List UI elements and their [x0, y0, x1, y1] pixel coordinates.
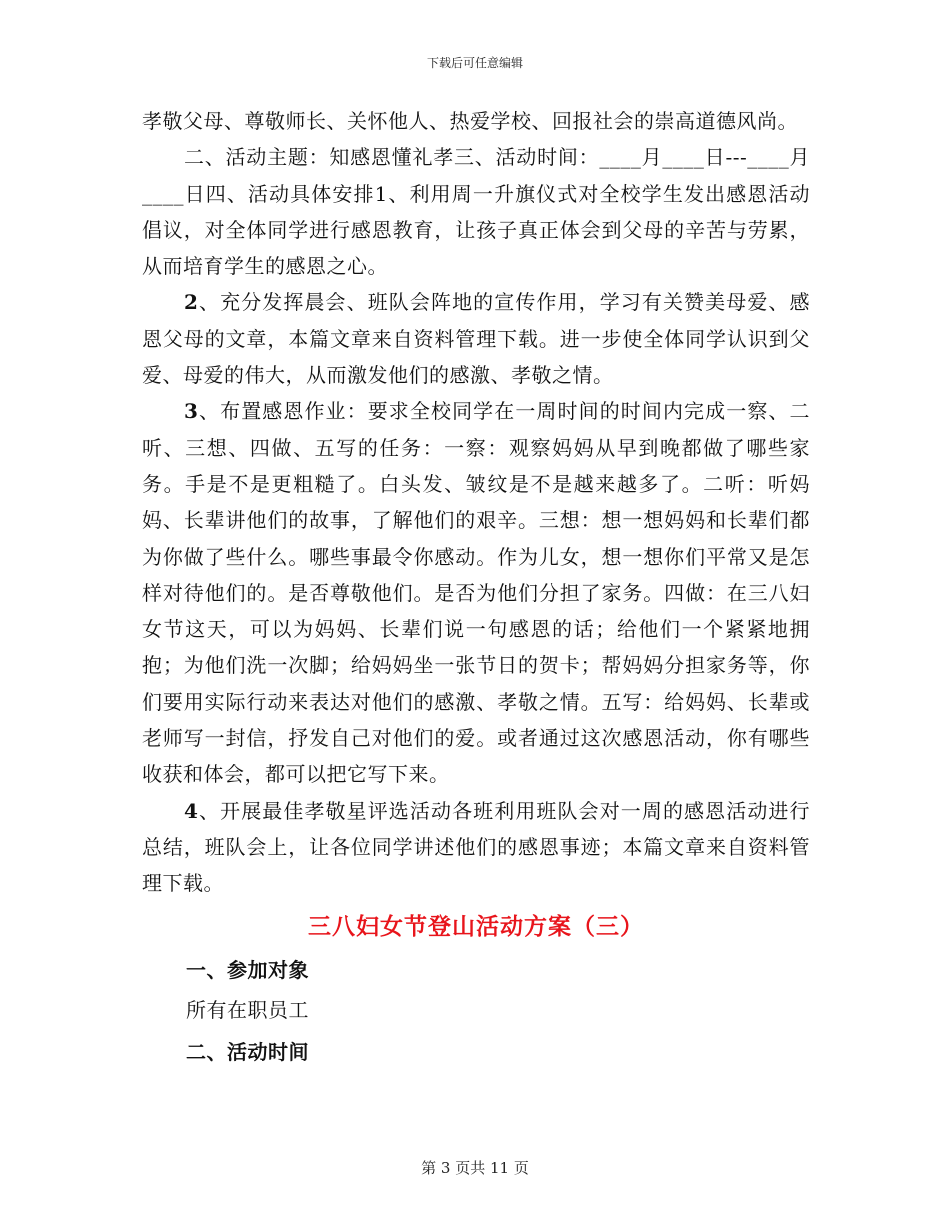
section-title: 三八妇女节登山活动方案（三）	[308, 912, 644, 940]
item-number: 2	[184, 290, 199, 315]
paragraph-item-3	[142, 393, 810, 792]
paragraph-item-4	[142, 793, 810, 902]
item-number: 4	[184, 798, 199, 823]
participants-text: 所有在职员工	[186, 997, 309, 1022]
item-number: 3	[184, 399, 199, 424]
paragraph-continuation	[142, 103, 810, 139]
paragraph-text: 、充分发挥晨会、班队会阵地的宣传作用，学习有关赞美母爱、感恩父母的文章，本篇文章来自资料管理下载。进一步使全体同学认识到父爱、母爱的伟大，从而激发他们的感激、孝敬之情。	[142, 290, 810, 388]
paragraph-text: 、开展最佳孝敬星评选活动各班利用班队会对一周的感恩活动进行总结，班队会上，让各位同学讲述他们的感恩事迹；本篇文章来自资料管理下载。	[142, 798, 810, 896]
page-footer: 第 3 页共 11 页	[421, 1159, 529, 1177]
sub-heading-activity-time: 二、活动时间	[186, 1039, 309, 1064]
page-header: 下载后可任意编辑	[426, 56, 523, 70]
sub-heading-participants: 一、参加对象	[186, 957, 309, 982]
paragraph-text: 、布置感恩作业：要求全校同学在一周时间的时间内完成一察、二听、三想、四做、五写的任务：一察：观察妈妈从早到晚都做了哪些家务。手是不是更粗糙了。白头发、皱纹是不是越来越多了。二听：听妈妈、长辈讲他们的故事，了解他们的艰辛。三想：想一想妈妈和长辈们都为你做了些什么。哪些事最令你感动。作为儿女，想一想你们平常又是怎样对待他们的。是否尊敬他们。是否为他们分担了家务。四做：在三八妇女节这天，可以为妈妈、长辈们说一句感恩的话；给他们一个紧紧地拥抱；为他们洗一次脚；给妈妈坐一张节日的贺卡；帮妈妈分担家务等，你们要用实际行动来表达对他们的感激、孝敬之情。五写：给妈妈、长辈或老师写一封信，抒发自己对他们的爱。或者通过这次感恩活动，你有哪些收获和体会，都可以把它写下来。	[142, 399, 810, 787]
paragraph-activity-theme	[142, 139, 810, 284]
paragraph-item-2	[142, 284, 810, 393]
paragraph-text: 孝敬父母、尊敬师长、关怀他人、热爱学校、回报社会的崇高道德风尚。	[142, 109, 798, 133]
document-body	[142, 103, 810, 1070]
paragraph-text: 二、活动主题：知感恩懂礼孝三、活动时间：____月____日---____月____日四、活动具体安排1、利用周一升旗仪式对全校学生发出感恩活动倡议，对全体同学进行感恩教育，让孩子真正体会到父母的辛苦与劳累，从而培育学生的感恩之心。	[142, 145, 810, 279]
